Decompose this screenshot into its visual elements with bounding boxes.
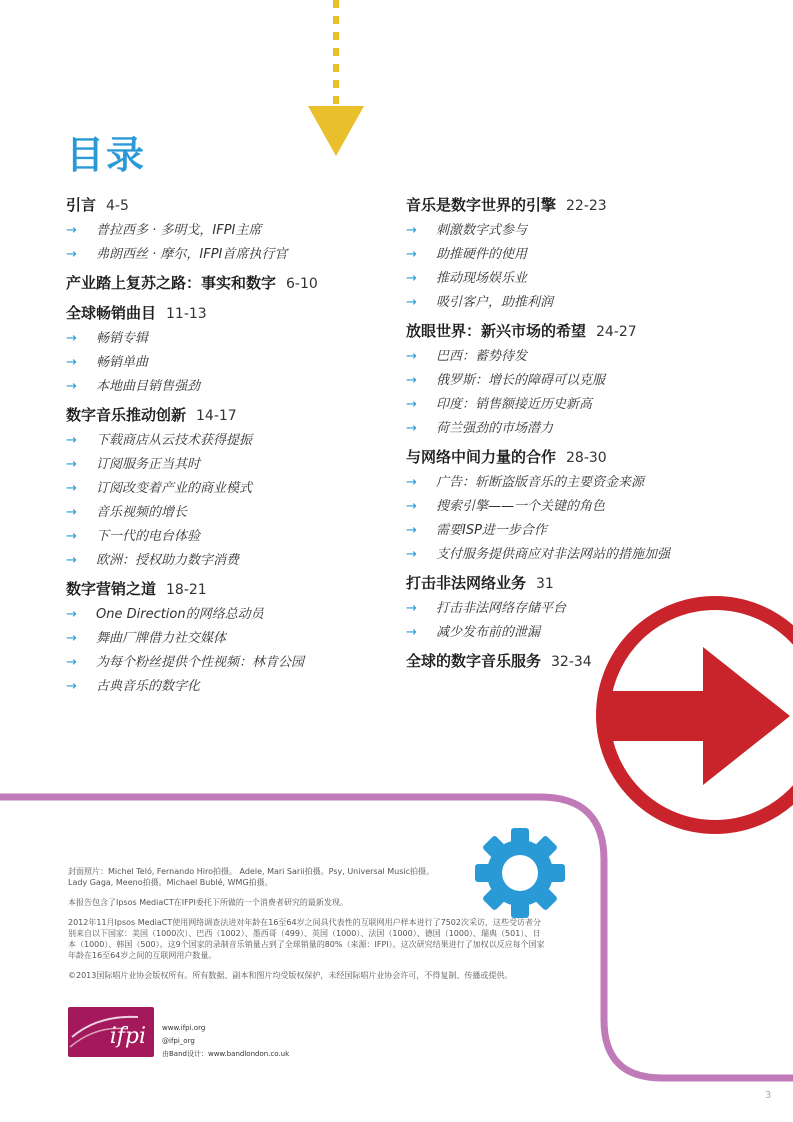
section-title: 音乐是数字世界的引擎 bbox=[406, 196, 557, 214]
toc-section-heading[interactable] bbox=[406, 648, 706, 675]
toc-section bbox=[406, 648, 706, 675]
toc-item[interactable] bbox=[66, 243, 386, 267]
right-arrow-icon: → bbox=[66, 679, 77, 694]
toc-item[interactable] bbox=[406, 219, 706, 243]
survey-note: 2012年11月Ipsos MediaCT使用网络调查法进对年龄在16至64岁之间具代表性的互联网用户样本进行了7502次采访，这些受访者分别来自以下国家：美国（1000次）、巴西（1002）、墨西哥（499）、英国（1000）、法国（1000）、德国（1000）、瑞典（501）、日本（1000）、韩国（500）。这9个国家的录制音乐销量占到了全球销量的80%（来源：IFPI）。这次研究结果进行了加权以反应每个国家年龄在16至64岁之间的互联网用户数量。 bbox=[68, 918, 545, 960]
toc-item-label: 需要ISP进一步合作 bbox=[436, 523, 547, 538]
right-arrow-icon: → bbox=[406, 295, 417, 310]
section-pages: 31 bbox=[536, 576, 554, 592]
toc-section bbox=[66, 576, 386, 699]
right-arrow-icon: → bbox=[66, 529, 77, 544]
toc-item[interactable] bbox=[66, 453, 386, 477]
toc-item[interactable] bbox=[406, 291, 706, 315]
toc-item-label: 印度：销售额接近历史新高 bbox=[436, 397, 593, 412]
toc-section-heading[interactable] bbox=[66, 300, 386, 327]
toc-item[interactable] bbox=[66, 429, 386, 453]
copyright-note: ©2013国际唱片业协会版权所有。所有数据、副本和图片均受版权保护，未经国际唱片业协会许可，不得复制、传播或提供。 bbox=[68, 971, 513, 980]
right-arrow-icon: → bbox=[406, 373, 417, 388]
toc-section bbox=[66, 300, 386, 399]
section-title: 全球畅销曲目 bbox=[66, 304, 157, 322]
section-pages: 18-21 bbox=[166, 582, 207, 598]
research-note: 本报告包含了Ipsos MediaCT在IFPI委托下所做的一个消费者研究的最新发现。 bbox=[68, 898, 348, 907]
toc-item[interactable] bbox=[66, 651, 386, 675]
toc-item[interactable] bbox=[406, 267, 706, 291]
section-title: 与网络中间力量的合作 bbox=[406, 448, 557, 466]
toc-item[interactable] bbox=[406, 495, 706, 519]
toc-item[interactable] bbox=[406, 243, 706, 267]
toc-section-heading[interactable] bbox=[406, 192, 706, 219]
toc-item[interactable] bbox=[66, 603, 386, 627]
toc-section bbox=[66, 270, 386, 297]
right-arrow-icon: → bbox=[66, 457, 77, 472]
twitter-handle[interactable]: @ifpi_org bbox=[162, 1037, 195, 1045]
toc-item-label: 搜索引擎——一个关键的角色 bbox=[436, 499, 606, 514]
toc-item[interactable] bbox=[406, 519, 706, 543]
toc-section-heading[interactable] bbox=[66, 576, 386, 603]
toc-item[interactable] bbox=[66, 219, 386, 243]
toc-item[interactable] bbox=[66, 675, 386, 699]
right-arrow-icon: → bbox=[66, 379, 77, 394]
toc-item-label: 吸引客户，助推利润 bbox=[436, 295, 554, 310]
website-link[interactable]: www.ifpi.org bbox=[162, 1024, 206, 1032]
toc-item[interactable] bbox=[66, 351, 386, 375]
right-arrow-icon: → bbox=[406, 547, 417, 562]
toc-item-label: One Direction的网络总动员 bbox=[96, 607, 264, 622]
toc-item-label: 订阅服务正当其时 bbox=[96, 457, 201, 472]
toc-left-column bbox=[66, 192, 386, 699]
right-arrow-icon: → bbox=[406, 625, 417, 640]
section-title: 数字营销之道 bbox=[66, 580, 157, 598]
toc-item-label: 下载商店从云技术获得提振 bbox=[96, 433, 253, 448]
toc-right-column bbox=[406, 192, 706, 675]
toc-item-label: 俄罗斯：增长的障碍可以克服 bbox=[436, 373, 606, 388]
logo-text: ifpi bbox=[109, 1024, 146, 1049]
toc-item[interactable] bbox=[406, 471, 706, 495]
toc-item[interactable] bbox=[66, 525, 386, 549]
toc-item-label: 欧洲：授权助力数字消费 bbox=[96, 553, 240, 568]
toc-section bbox=[406, 444, 706, 567]
right-arrow-icon: → bbox=[66, 631, 77, 646]
toc-item[interactable] bbox=[406, 597, 706, 621]
toc-item-label: 音乐视频的增长 bbox=[96, 505, 188, 520]
ifpi-logo bbox=[68, 1007, 154, 1057]
toc-item-label: 支付服务提供商应对非法网站的措施加强 bbox=[436, 547, 671, 562]
toc-section-heading[interactable] bbox=[66, 192, 386, 219]
right-arrow-icon: → bbox=[66, 481, 77, 496]
section-pages: 11-13 bbox=[166, 306, 207, 322]
photo-credit-line-2: Lady Gaga, Meeno拍摄。Michael Bublé, WMG拍摄。 bbox=[68, 878, 273, 887]
section-pages: 22-23 bbox=[566, 198, 607, 214]
toc-section bbox=[66, 402, 386, 573]
right-arrow-icon: → bbox=[66, 433, 77, 448]
toc-item[interactable] bbox=[66, 627, 386, 651]
right-arrow-icon: → bbox=[406, 523, 417, 538]
toc-section-heading[interactable] bbox=[406, 318, 706, 345]
toc-item-label: 广告：斩断盗版音乐的主要资金来源 bbox=[436, 475, 645, 490]
toc-item[interactable] bbox=[66, 327, 386, 351]
right-arrow-icon: → bbox=[406, 475, 417, 490]
right-arrow-icon: → bbox=[406, 349, 417, 364]
section-title: 打击非法网络业务 bbox=[406, 574, 527, 592]
section-title: 数字音乐推动创新 bbox=[66, 406, 187, 424]
toc-section-heading[interactable] bbox=[66, 402, 386, 429]
photo-credit-line-1: 封面照片：Michel Teló, Fernando Hiro拍摄。 Adele, Mari Sarii拍摄。Psy, Universal Music拍摄。 bbox=[68, 867, 435, 876]
toc-item-label: 畅销专辑 bbox=[96, 331, 149, 346]
right-arrow-icon: → bbox=[406, 271, 417, 286]
toc-item-label: 古典音乐的数字化 bbox=[96, 679, 201, 694]
toc-item-label: 荷兰强劲的市场潜力 bbox=[436, 421, 554, 436]
toc-item-label: 舞曲厂牌借力社交媒体 bbox=[96, 631, 227, 646]
right-arrow-icon: → bbox=[66, 553, 77, 568]
right-arrow-icon: → bbox=[406, 421, 417, 436]
toc-section-heading[interactable] bbox=[406, 444, 706, 471]
toc-item[interactable] bbox=[406, 417, 706, 441]
toc-section bbox=[406, 192, 706, 315]
right-arrow-icon: → bbox=[406, 499, 417, 514]
section-pages: 14-17 bbox=[196, 408, 237, 424]
toc-item[interactable] bbox=[66, 549, 386, 573]
toc-item[interactable] bbox=[406, 543, 706, 567]
section-title: 全球的数字音乐服务 bbox=[406, 652, 542, 670]
toc-item-label: 刺激数字式参与 bbox=[436, 223, 528, 238]
right-arrow-icon: → bbox=[406, 223, 417, 238]
section-pages: 24-27 bbox=[596, 324, 637, 340]
section-pages: 32-34 bbox=[551, 654, 592, 670]
toc-item[interactable] bbox=[66, 477, 386, 501]
yellow-dashed-arrow-icon bbox=[308, 0, 364, 156]
toc-section-heading[interactable] bbox=[406, 570, 706, 597]
toc-section bbox=[66, 192, 386, 267]
right-arrow-icon: → bbox=[66, 247, 77, 262]
toc-section-heading[interactable] bbox=[66, 270, 386, 297]
toc-section bbox=[406, 570, 706, 645]
toc-item-label: 本地曲目销售强劲 bbox=[96, 379, 201, 394]
toc-item-label: 巴西：蓄势待发 bbox=[436, 349, 528, 364]
toc-item-label: 打击非法网络存储平台 bbox=[436, 601, 567, 616]
right-arrow-icon: → bbox=[66, 505, 77, 520]
right-arrow-icon: → bbox=[66, 655, 77, 670]
toc-item[interactable] bbox=[66, 501, 386, 525]
section-title: 放眼世界：新兴市场的希望 bbox=[406, 322, 587, 340]
toc-item-label: 为每个粉丝提供个性视频：林肯公园 bbox=[96, 655, 305, 670]
right-arrow-icon: → bbox=[406, 247, 417, 262]
toc-item-label: 普拉西多 · 多明戈，IFPI主席 bbox=[96, 223, 262, 238]
section-title: 引言 bbox=[66, 196, 97, 214]
right-arrow-icon: → bbox=[66, 223, 77, 238]
toc-item[interactable] bbox=[406, 393, 706, 417]
section-title: 产业踏上复苏之路：事实和数字 bbox=[66, 274, 277, 292]
ifpi-links bbox=[162, 1022, 289, 1061]
section-pages: 28-30 bbox=[566, 450, 607, 466]
toc-item-label: 减少发布前的泄漏 bbox=[436, 625, 541, 640]
toc-item[interactable] bbox=[406, 369, 706, 393]
right-arrow-icon: → bbox=[406, 601, 417, 616]
toc-item[interactable] bbox=[66, 375, 386, 399]
credits-block bbox=[68, 866, 548, 990]
right-arrow-icon: → bbox=[406, 397, 417, 412]
right-arrow-icon: → bbox=[66, 331, 77, 346]
toc-item[interactable] bbox=[406, 345, 706, 369]
page-title: 目录 bbox=[66, 133, 147, 177]
design-credit[interactable]: 由Band设计：www.bandlondon.co.uk bbox=[162, 1050, 290, 1058]
toc-item[interactable] bbox=[406, 621, 706, 645]
right-arrow-icon: → bbox=[66, 607, 77, 622]
toc-item-label: 畅销单曲 bbox=[96, 355, 149, 370]
page-number: 3 bbox=[765, 1090, 772, 1101]
toc-item-label: 下一代的电台体验 bbox=[96, 529, 201, 544]
toc-item-label: 助推硬件的使用 bbox=[436, 247, 528, 262]
toc-section bbox=[406, 318, 706, 441]
section-pages: 4-5 bbox=[106, 198, 129, 214]
toc-item-label: 订阅改变着产业的商业模式 bbox=[96, 481, 253, 496]
section-pages: 6-10 bbox=[286, 276, 318, 292]
toc-item-label: 弗朗西丝 · 摩尔，IFPI首席执行官 bbox=[96, 247, 288, 262]
toc-item-label: 推动现场娱乐业 bbox=[436, 271, 528, 286]
right-arrow-icon: → bbox=[66, 355, 77, 370]
